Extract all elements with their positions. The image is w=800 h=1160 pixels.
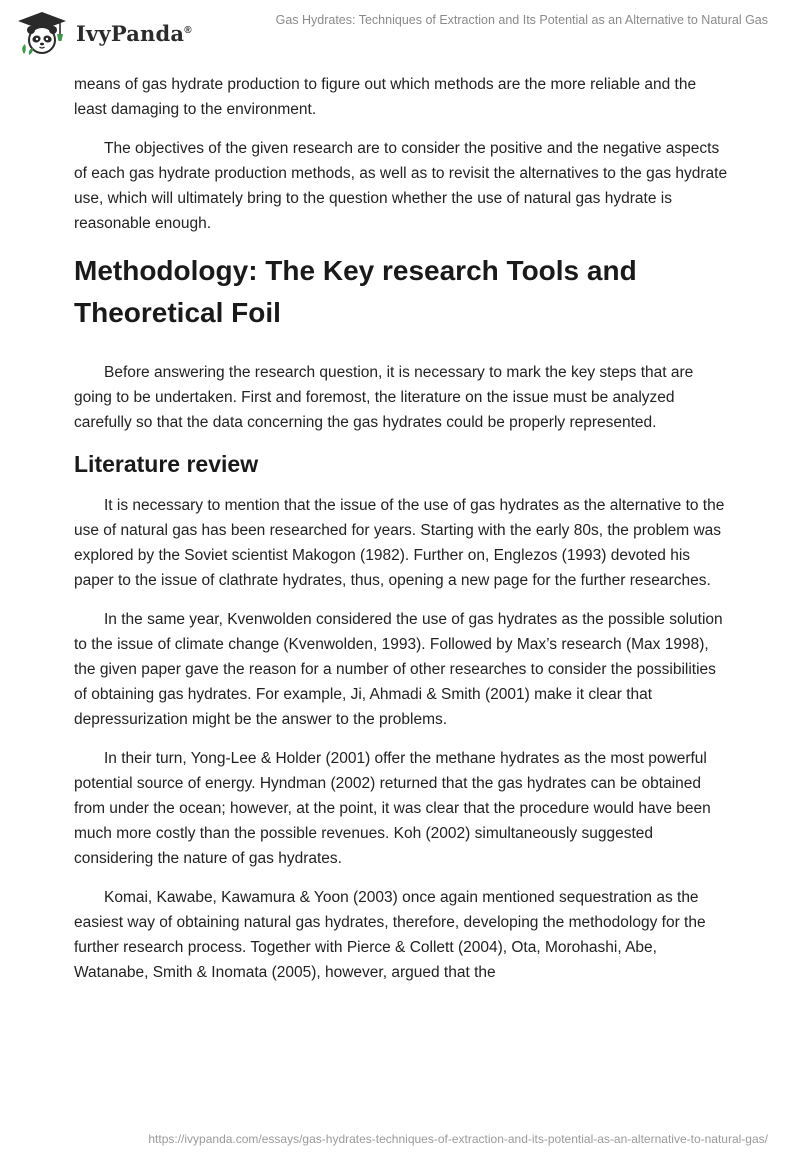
essay-content [74, 72, 728, 999]
panda-graduate-logo-icon [16, 10, 68, 56]
paragraph: The objectives of the given research are to consider the positive and the negative aspects of each gas hydrate production methods, as well as to revisit the alternatives to the gas hydrate use, which will ultimately bring to the question whether the use of natural gas hydrate is reasonable enough. [74, 140, 728, 232]
source-url[interactable]: https://ivypanda.com/essays/gas-hydrates-techniques-of-extraction-and-its-potential-as-an-alternative-to-natural-gas/ [148, 1132, 768, 1146]
paragraph: Before answering the research question, it is necessary to mark the key steps that are going to be undertaken. First and foremost, the literature on the issue must be analyzed carefully so that the data concerning the gas hydrates could be properly represented. [74, 364, 694, 431]
paragraph: Komai, Kawabe, Kawamura & Yoon (2003) once again mentioned sequestration as the easiest way of obtaining natural gas hydrates, therefore, developing the methodology for the further research process. Together with Pierce & Collett (2004), Ota, Morohashi, Abe, Watanabe, Smith & Inomata (2005), however, argued that the [74, 889, 706, 981]
paragraph: means of gas hydrate production to figure out which methods are the more reliable and the least damaging to the environment. [74, 76, 697, 118]
document-title: Gas Hydrates: Techniques of Extraction and Its Potential as an Alternative to Natural Gas [275, 13, 768, 27]
paragraph: In the same year, Kvenwolden considered the use of gas hydrates as the possible solution to the issue of climate change (Kvenwolden, 1993). Followed by Max’s research (Max 1998), the given paper gave the reason for a number of other researches to consider the possibilities of obtaining gas hydrates. For example, Ji, Ahmadi & Smith (2001) make it clear that depressurization might be the answer to the problems. [74, 611, 723, 728]
paragraph: In their turn, Yong-Lee & Holder (2001) offer the methane hydrates as the most powerful potential source of energy. Hyndman (2002) returned that the gas hydrates can be obtained from under the ocean; however, at the point, it was clear that the procedure would have been much more costly than the possible revenues. Koh (2002) simultaneously suggested considering the nature of gas hydrates. [74, 750, 711, 867]
ivypanda-logo[interactable] [16, 10, 216, 60]
section-heading-methodology: Methodology: The Key research Tools and Theoretical Foil [74, 255, 637, 328]
subsection-heading-literature-review: Literature review [74, 451, 259, 477]
paragraph: It is necessary to mention that the issue of the use of gas hydrates as the alternative to the use of natural gas has been researched for years. Starting with the early 80s, the problem was explored by the Soviet scientist Makogon (1982). Further on, Englezos (1993) devoted his paper to the issue of clathrate hydrates, thus, opening a new page for the further researches. [74, 497, 725, 589]
page-header [0, 0, 800, 70]
brand-name: IvyPanda® [76, 21, 192, 46]
